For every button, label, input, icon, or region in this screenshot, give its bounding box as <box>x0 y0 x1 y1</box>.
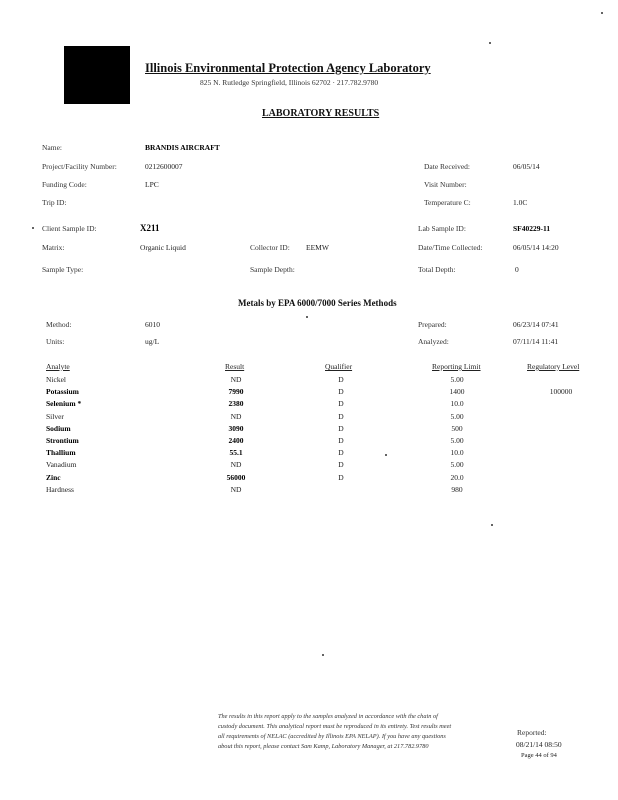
cell-limit: 20.0 <box>450 472 464 482</box>
cell-limit: 5.00 <box>450 436 464 445</box>
total-depth-value: 0 <box>515 265 519 274</box>
page-number: Page 44 of 94 <box>521 752 557 759</box>
col-header-qualifier: Qualifier <box>325 362 353 371</box>
cell-limit: 1400 <box>449 387 465 397</box>
cell-result: 3090 <box>228 423 244 433</box>
temperature-value: 1.0C <box>513 198 528 207</box>
lab-sample-label: Lab Sample ID: <box>418 224 466 233</box>
project-label: Project/Facility Number: <box>42 162 117 171</box>
date-collected-value: 06/05/14 14:20 <box>513 243 559 252</box>
agency-logo <box>64 46 130 104</box>
prepared-value: 06/23/14 07:41 <box>513 320 559 329</box>
method-label: Method: <box>46 320 72 329</box>
cell-result: 2380 <box>228 399 244 409</box>
analyte-name: Thallium <box>46 448 76 458</box>
lab-sample-value: SF40229-11 <box>513 224 551 233</box>
date-received-label: Date Received: <box>424 162 471 171</box>
sample-type-label: Sample Type: <box>42 265 84 274</box>
lab-name: Illinois Environmental Protection Agency Laboratory <box>145 61 431 75</box>
cell-limit: 10.0 <box>450 448 464 458</box>
scan-speck <box>491 524 493 526</box>
cell-result: 55.1 <box>229 448 243 458</box>
cell-limit: 5.00 <box>450 411 464 421</box>
cell-result: ND <box>230 411 242 421</box>
name-value: BRANDIS AIRCRAFT <box>145 143 220 152</box>
cell-qualifier: D <box>338 423 344 433</box>
analyte-name: Selenium * <box>46 399 82 409</box>
analyte-name: Strontium <box>46 436 79 445</box>
scan-speck <box>489 42 491 44</box>
visit-label: Visit Number: <box>424 180 467 189</box>
matrix-value: Organic Liquid <box>140 243 186 252</box>
reported-label: Reported: <box>517 728 547 737</box>
col-header-regulatory-level: Regulatory Level <box>527 362 580 371</box>
project-value: 0212600007 <box>145 162 183 171</box>
scan-speck <box>306 316 308 318</box>
cell-limit: 980 <box>451 484 463 494</box>
funding-label: Funding Code: <box>42 180 87 189</box>
col-header-reporting-limit: Reporting Limit <box>432 362 481 371</box>
cell-qualifier: D <box>338 436 344 445</box>
cell-qualifier: D <box>338 375 344 384</box>
cell-result: 2400 <box>228 436 244 445</box>
cell-qualifier: D <box>338 387 344 397</box>
cell-result: ND <box>230 460 242 470</box>
cell-qualifier: D <box>338 399 344 409</box>
prepared-label: Prepared: <box>418 320 447 329</box>
cell-limit: 5.00 <box>450 460 464 470</box>
cell-regulatory: 100000 <box>549 387 573 397</box>
date-collected-label: Date/Time Collected: <box>418 243 483 252</box>
client-sample-label: Client Sample ID: <box>42 224 97 233</box>
analyte-name: Sodium <box>46 423 71 433</box>
analyzed-label: Analyzed: <box>418 337 449 346</box>
client-sample-value: X211 <box>140 223 160 233</box>
analyte-name: Zinc <box>46 472 61 482</box>
cell-qualifier: D <box>338 460 344 470</box>
cell-result: 56000 <box>226 472 246 482</box>
cell-limit: 10.0 <box>450 399 464 409</box>
col-header-analyte: Analyte <box>46 362 70 371</box>
collector-value: EEMW <box>306 243 329 252</box>
analyte-name: Silver <box>46 411 64 421</box>
section-title: Metals by EPA 6000/7000 Series Methods <box>238 298 397 308</box>
analyte-name: Potassium <box>46 387 79 397</box>
collector-label: Collector ID: <box>250 243 290 252</box>
analyte-name: Hardness <box>46 484 74 494</box>
cell-limit: 5.00 <box>450 375 464 384</box>
cell-qualifier: D <box>338 411 344 421</box>
scan-speck <box>32 227 34 229</box>
scan-speck <box>322 654 324 656</box>
scan-speck <box>385 454 387 456</box>
trip-label: Trip ID: <box>42 198 67 207</box>
units-label: Units: <box>46 337 65 346</box>
temperature-label: Temperature C: <box>424 198 471 207</box>
disclaimer-text: The results in this report apply to the samples analyzed in accordance with the chain of custody document. This analytical report must be reproduced in its entirety. Test results meet all requirements of NELAC (accredited by Illinois EPA NELAP). If you have any questions about this report, please contact Sam Kamp, Laboratory Manager, at 217.782.9780 <box>218 713 452 750</box>
reported-value: 08/21/14 08:50 <box>516 740 562 749</box>
method-value: 6010 <box>145 320 160 329</box>
lab-address: 825 N. Rutledge Springfield, Illinois 62702 · 217.782.9780 <box>200 78 379 87</box>
sample-depth-label: Sample Depth: <box>250 265 295 274</box>
matrix-label: Matrix: <box>42 243 65 252</box>
funding-value: LPC <box>145 180 159 189</box>
cell-result: ND <box>230 375 242 384</box>
cell-limit: 500 <box>451 423 463 433</box>
document-title: LABORATORY RESULTS <box>262 108 380 119</box>
scan-speck <box>601 12 603 14</box>
name-label: Name: <box>42 143 62 152</box>
date-received-value: 06/05/14 <box>513 162 540 171</box>
col-header-result: Result <box>225 362 245 371</box>
units-value: ug/L <box>145 337 160 346</box>
analyzed-value: 07/11/14 11:41 <box>513 337 559 346</box>
analyte-name: Vanadium <box>46 460 77 470</box>
analyte-name: Nickel <box>46 375 66 384</box>
cell-result: ND <box>230 484 242 494</box>
total-depth-label: Total Depth: <box>418 265 456 274</box>
cell-result: 7990 <box>228 387 244 397</box>
cell-qualifier: D <box>338 448 344 458</box>
cell-qualifier: D <box>338 472 344 482</box>
